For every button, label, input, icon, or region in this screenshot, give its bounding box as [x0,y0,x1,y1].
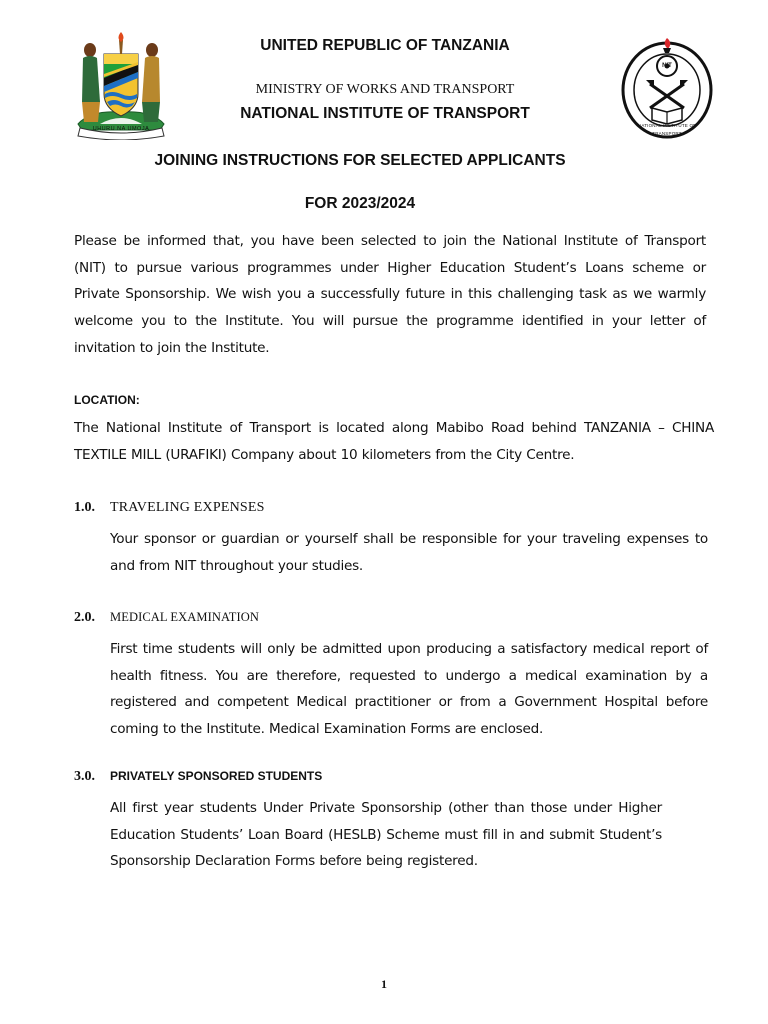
document-year: FOR 2023/2024 [304,195,416,212]
coat-of-arms-logo [70,32,172,140]
section-title: MEDICAL EXAMINATION [110,610,259,624]
section-2-heading [74,610,259,626]
location-heading: LOCATION: [74,393,140,407]
section-number: 2.0. [74,610,95,625]
section-title: PRIVATELY SPONSORED STUDENTS [110,769,323,783]
section-1-heading [74,500,265,516]
page-number: 1 [381,977,387,991]
section-number: 1.0. [74,500,95,515]
document-title: JOINING INSTRUCTIONS FOR SELECTED APPLICANTS [154,152,566,169]
country-heading: UNITED REPUBLIC OF TANZANIA [260,37,510,54]
section-1-paragraph: Your sponsor or guardian or yourself shall be responsible for your traveling expenses to and from NIT throughout your studies. [110,531,708,574]
location-paragraph: The National Institute of Transport is located along Mabibo Road behind TANZANIA – CHINA TEXTILE MILL (URAFIKI) Company about 10 kilometers from the City Centre. [74,420,714,463]
nit-initials: NIT [662,63,672,69]
intro-paragraph: Please be informed that, you have been selected to join the National Institute of Transport (NIT) to pursue various programmes under Higher Education Student’s Loans scheme or Private Sponsorship. We wish you a successfully future in this challenging task as we warmly welcome you to the Institute. You will pursue the programme identified in your letter of invitation to join the Institute. [74,233,706,356]
nit-logo [620,36,714,140]
section-3-paragraph: All first year students Under Private Sponsorship (other than those under Higher Education Students’ Loan Board (HESLB) Scheme must fill in and submit Student’s Sponsorship Declaration Forms before being registered. [110,800,662,870]
section-2-paragraph: First time students will only be admitted upon producing a satisfactory medical report of health fitness. You are therefore, requested to undergo a medical examination by a registered and competent Medical practitioner or from a Government Hospital before coming to the Institute. Medical Examination Forms are enclosed. [110,641,708,738]
section-3-heading [74,769,322,785]
ministry-heading: MINISTRY OF WORKS AND TRANSPORT [255,82,515,97]
coat-of-arms-motto: UHURU NA UMOJA [92,126,150,132]
section-number: 3.0. [74,769,95,784]
section-title: TRAVELING EXPENSES [110,500,265,515]
nit-ring-text: NATIONAL INSTITUTE OF TRANSPORT [637,123,697,136]
institute-heading: NATIONAL INSTITUTE OF TRANSPORT [240,105,530,122]
